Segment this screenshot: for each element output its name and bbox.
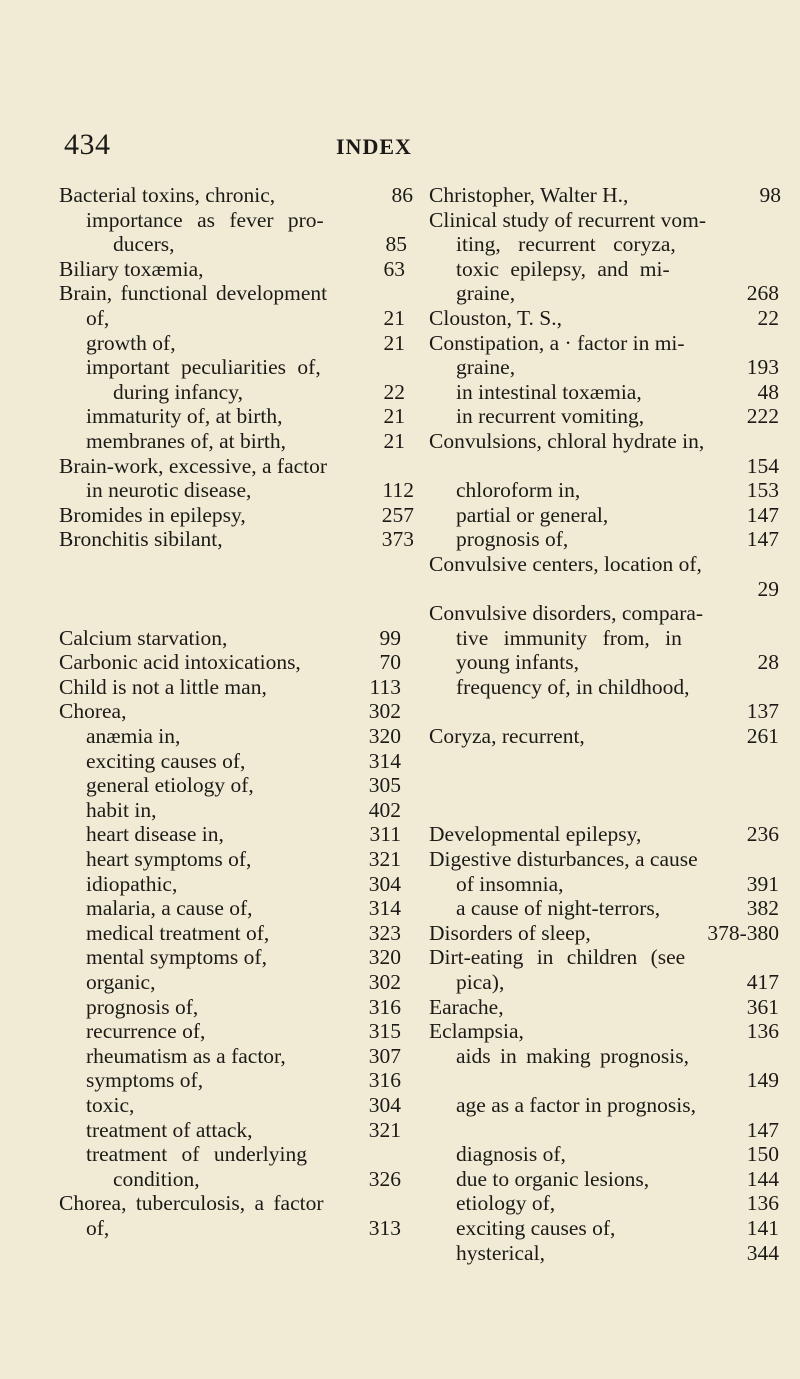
entry-term: Brain-work, excessive, a factor [59,453,328,478]
entry-page: 314 [368,748,401,773]
entry-term-cont: tive immunity from, in [456,625,682,650]
index-subentry [429,1191,800,1216]
index-entry [59,454,429,503]
entry-term-cont: toxic epilepsy, and mi- [456,256,670,281]
index-entry [59,650,429,675]
entry-page: 311 [369,822,401,847]
index-entry [59,503,429,528]
entry-term: malaria, a cause of, [86,896,253,921]
entry-page: 113 [369,674,401,699]
entry-term: Coryza, recurrent, [429,724,585,749]
entry-term: membranes of, at birth, [86,428,287,453]
entry-page: 153 [746,478,779,503]
entry-term-cont: iting, recurrent coryza, [456,232,676,257]
index-subentry [59,1093,429,1118]
entry-page: 361 [746,994,779,1019]
entry-term: general etiology of, [86,773,254,798]
entry-page: 48 [757,379,779,404]
entry-page: 314 [368,896,401,921]
entry-page: 320 [368,724,401,749]
entry-page: 304 [368,871,401,896]
index-entry [59,1191,429,1240]
entry-term-cont: of, [86,305,110,330]
entry-term: Calcium starvation, [59,625,228,650]
index-subentry [59,1068,429,1093]
index-entry [429,847,800,896]
entry-term: anæmia in, [86,724,181,749]
entry-term: Biliary toxæmia, [59,256,204,281]
chorea-subentries [59,724,429,1142]
entry-term: Dirt-eating in children (see [429,945,686,970]
entry-term: symptoms of, [86,1068,204,1093]
entry-term: Child is not a little man, [59,674,267,699]
entry-term: Eclampsia, [429,1019,524,1044]
index-subentry [59,1142,429,1191]
index-subentry [429,503,800,528]
entry-term: prognosis of, [86,994,199,1019]
entry-term: frequency of, in childhood, [456,674,690,699]
entry-page: 147 [746,502,779,527]
index-subentry [59,970,429,995]
entry-term: partial or general, [456,502,609,527]
entry-term: a cause of night-terrors, [456,896,661,921]
index-subentry [429,404,800,429]
entry-term: important peculiarities of, [86,355,321,380]
entry-term: Bacterial toxins, chronic, [59,183,276,207]
entry-term: Clinical study of recurrent vom- [429,207,707,232]
entry-term: idiopathic, [86,871,178,896]
entry-term: Developmental epilepsy, [429,822,642,847]
index-subentry [429,675,800,724]
entry-term: recurrence of, [86,1019,206,1044]
entry-term-cont: during infancy, [113,379,243,404]
index-subentry [59,847,429,872]
entry-page: 98 [759,183,781,207]
entry-term: treatment of attack, [86,1117,253,1142]
letter-gap [59,552,429,626]
entry-term-cont: condition, [113,1166,200,1191]
index-entry [59,281,429,330]
entry-page: 402 [368,797,401,822]
entry-page: 305 [368,773,401,798]
entry-page: 302 [368,699,401,724]
entry-term: Bronchitis sibilant, [59,527,223,552]
index-entry [429,306,800,331]
entry-term: Chorea, tuberculosis, a factor [59,1191,324,1216]
entry-term: Convulsive disorders, compara- [429,601,704,626]
index-subentry [59,773,429,798]
entry-term: heart symptoms of, [86,847,252,872]
entry-page: 417 [746,970,779,995]
entry-page: 149 [746,1068,779,1093]
entry-term: heart disease in, [86,822,224,847]
letter-gap [429,749,800,823]
index-subentry [429,896,800,921]
entry-page: 391 [746,871,779,896]
entry-term: prognosis of, [456,527,569,552]
entry-page: 63 [383,256,405,281]
index-subentry [429,1241,800,1266]
index-subentry [429,478,800,503]
entry-page: 193 [746,355,779,380]
entry-page: 304 [368,1092,401,1117]
entry-page: 29 [757,576,779,601]
index-entry [429,1019,800,1044]
page-header [0,128,800,168]
entry-page: 147 [746,527,779,552]
entry-page: 316 [368,1068,401,1093]
index-entry [429,822,800,847]
index-subentry [429,1044,800,1093]
entry-page: 112 [382,478,414,503]
entry-page: 326 [368,1166,401,1191]
entry-term-cont: graine, [456,281,516,306]
entry-page: 321 [368,847,401,872]
entry-page: 136 [746,1191,779,1216]
index-entry [429,552,800,601]
entry-term: Convulsive centers, location of, [429,551,702,576]
index-subentry [59,995,429,1020]
entry-term: Earache, [429,994,504,1019]
entry-term: in recurrent vomiting, [456,404,645,429]
running-head: INDEX [336,134,412,159]
index-entry [429,945,800,994]
entry-page: 321 [368,1117,401,1142]
index-subentry [59,429,429,454]
index-subentry [59,872,429,897]
index-entry [59,675,429,700]
entry-term: medical treatment of, [86,920,270,945]
index-subentry [59,1118,429,1143]
entry-term-cont: of, [86,1215,110,1240]
index-subentry [59,945,429,970]
entry-page: 136 [746,1019,779,1044]
index-subentry [59,724,429,749]
entry-term: Digestive disturbances, a cause [429,847,698,872]
entry-page: 302 [368,970,401,995]
index-entry [429,601,800,675]
entry-page: 21 [383,404,405,429]
index-entry [59,626,429,651]
index-column-left [59,183,429,1241]
entry-term-cont: in neurotic disease, [86,478,252,503]
entry-term: immaturity of, at birth, [86,404,283,429]
entry-term: exciting causes of, [456,1215,616,1240]
entry-term: organic, [86,970,156,995]
index-subentry [59,822,429,847]
entry-term: hysterical, [456,1240,545,1265]
index-column-right [429,183,800,1265]
entry-page: 147 [746,1117,779,1142]
entry-term: diagnosis of, [456,1142,566,1167]
entry-term: habit in, [86,797,157,822]
entry-page: 315 [368,1019,401,1044]
index-subentry [429,527,800,552]
index-entry [429,183,800,208]
index-entry [59,527,429,552]
entry-page: 22 [757,305,779,330]
entry-term: growth of, [86,330,176,355]
entry-term: Christopher, Walter H., [429,183,629,207]
index-subentry [429,1167,800,1192]
entry-term-cont: pica), [456,970,505,995]
entry-term: Chorea, [59,699,127,724]
entry-term: Carbonic acid intoxications, [59,650,301,675]
entry-page: 28 [757,650,779,675]
entry-term: Constipation, a · factor in mi- [429,330,685,355]
index-subentry [429,1216,800,1241]
entry-page: 85 [385,232,407,257]
index-entry [429,995,800,1020]
entry-term: aids in making prognosis, [456,1043,689,1068]
index-subentry [59,1044,429,1069]
entry-term: Bromides in epilepsy, [59,502,246,527]
entry-term: Disorders of sleep, [429,920,591,945]
entry-term-cont: graine, [456,355,516,380]
entry-page: 236 [746,822,779,847]
entry-term: treatment of underlying [86,1142,307,1167]
page-number: 434 [64,128,111,161]
index-subentry [59,749,429,774]
index-subentry [59,331,429,356]
index-subentry [59,208,429,257]
entry-term: Clouston, T. S., [429,305,563,330]
entry-term-cont: of insomnia, [456,871,564,896]
entry-page: 378-380 [707,920,779,945]
entry-page: 99 [379,625,401,650]
entry-term: Brain, functional development [59,281,328,306]
index-entry [429,331,800,380]
entry-term: chloroform in, [456,478,581,503]
entry-term: mental symptoms of, [86,945,267,970]
index-subentry [59,1019,429,1044]
entry-page: 316 [368,994,401,1019]
index-entry [59,699,429,724]
entry-page: 137 [746,699,779,724]
index-subentry [59,355,429,404]
entry-term: in intestinal toxæmia, [456,379,642,404]
entry-term: exciting causes of, [86,748,246,773]
index-entry [59,183,429,208]
entry-page: 257 [381,502,414,527]
entry-page: 21 [383,305,405,330]
entry-page: 373 [381,527,414,552]
index-subentry [429,380,800,405]
entry-term: age as a factor in prognosis, [456,1092,697,1117]
entry-page: 344 [746,1240,779,1265]
index-entry [429,429,800,478]
entry-page: 154 [746,453,779,478]
index-entry [429,208,800,306]
entry-page: 323 [368,920,401,945]
entry-page: 86 [391,183,413,207]
entry-term-cont: ducers, [113,232,175,257]
index-entry [59,257,429,282]
entry-term: due to organic lesions, [456,1166,650,1191]
entry-term: etiology of, [456,1191,556,1216]
index-entry [429,724,800,749]
eclampsia-subentries [429,1142,800,1265]
index-subentry [429,1142,800,1167]
entry-term: rheumatism as a factor, [86,1043,286,1068]
entry-page: 22 [383,379,405,404]
entry-page: 382 [746,896,779,921]
entry-term: importance as fever pro- [86,207,324,232]
entry-page: 307 [368,1043,401,1068]
entry-page: 21 [383,330,405,355]
entry-term: Convulsions, chloral hydrate in, [429,428,705,453]
index-subentry [59,921,429,946]
index-subentry [59,896,429,921]
index-subentry [59,404,429,429]
entry-page: 141 [746,1215,779,1240]
index-entry [429,921,800,946]
entry-term-cont: young infants, [456,650,580,675]
entry-term: toxic, [86,1092,135,1117]
entry-page: 268 [746,281,779,306]
entry-page: 261 [746,724,779,749]
entry-page: 313 [368,1215,401,1240]
entry-page: 320 [368,945,401,970]
entry-page: 144 [746,1166,779,1191]
entry-page: 21 [383,428,405,453]
entry-page: 150 [746,1142,779,1167]
index-subentry [429,1093,800,1142]
entry-page: 222 [746,404,779,429]
index-subentry [59,798,429,823]
entry-page: 70 [379,650,401,675]
